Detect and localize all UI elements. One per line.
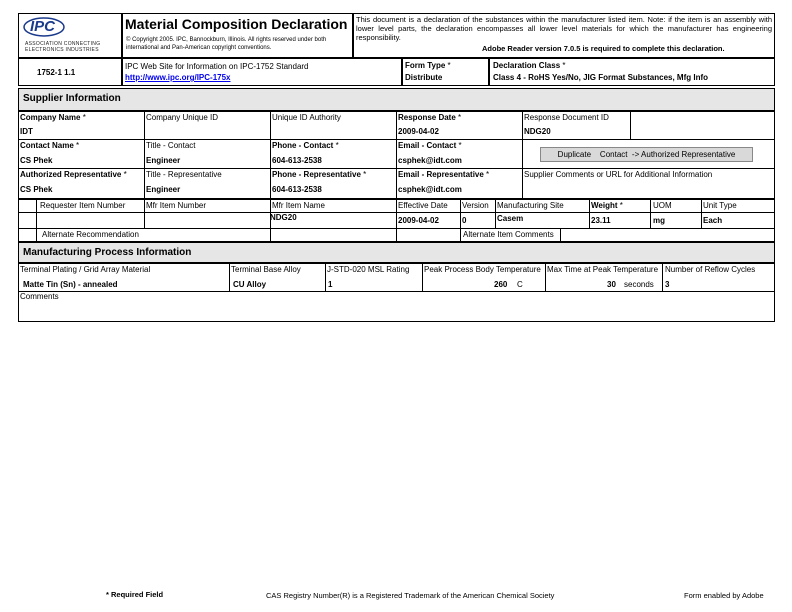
grid-divider — [630, 111, 631, 139]
alt-recommendation-label: Alternate Recommendation — [42, 230, 139, 239]
grid-divider — [589, 199, 590, 228]
cas-trademark-note: CAS Registry Number(R) is a Registered Trademark of the American Chemical Society — [266, 591, 555, 600]
manufacturing-comments-label: Comments — [20, 292, 59, 301]
website-label: IPC Web Site for Information on IPC-1752 Standard — [125, 62, 309, 71]
grid-divider — [495, 199, 496, 228]
required-marker: * — [562, 61, 566, 70]
response-date-field[interactable]: 2009-04-02 — [398, 127, 439, 136]
version-field[interactable]: 0 — [462, 216, 467, 225]
header-weight — [591, 201, 623, 210]
required-marker: * — [447, 61, 451, 70]
phone-contact-field[interactable]: 604-613-2538 — [272, 156, 322, 165]
header-mfg-site: Manufacturing Site — [497, 201, 564, 210]
max-time-field[interactable]: 30 — [607, 280, 616, 289]
reflow-label: Number of Reflow Cycles — [665, 265, 756, 274]
form-enabled-note: Form enabled by Adobe — [684, 591, 764, 600]
form-type-label-text: Form Type — [405, 61, 446, 70]
form-version: 1752-1 1.1 — [37, 68, 76, 77]
logo-text: IPC — [30, 18, 56, 35]
grid-divider — [460, 199, 461, 242]
msl-label: J-STD-020 MSL Rating — [327, 265, 410, 274]
manufacturing-section-header: Manufacturing Process Information — [18, 242, 775, 263]
auth-rep-field[interactable]: CS Phek — [20, 185, 53, 194]
company-uid-field[interactable] — [146, 125, 268, 137]
grid-divider — [36, 199, 37, 242]
plating-label: Terminal Plating / Grid Array Material — [20, 265, 151, 274]
phone-rep-label — [272, 170, 366, 179]
copyright-text: © Copyright 2005. IPC, Bannockburn, Illinois. All rights reserved under both international and Pan-American copyright conventions. — [126, 37, 327, 51]
contact-name-field[interactable]: CS Phek — [20, 156, 53, 165]
header-unit-type: Unit Type — [703, 201, 737, 210]
base-alloy-label: Terminal Base Alloy — [231, 265, 301, 274]
grid-divider — [270, 111, 271, 199]
declaration-class-label-text: Declaration Class — [493, 61, 561, 70]
peak-temp-label: Peak Process Body Temperature — [424, 265, 541, 274]
response-doc-id-label: Response Document ID — [524, 113, 609, 122]
response-date-label — [398, 113, 461, 122]
required-marker: * — [458, 141, 462, 150]
header-description-box — [353, 13, 775, 58]
required-marker: * — [619, 201, 623, 210]
required-marker: * — [486, 170, 490, 179]
website-box — [122, 58, 402, 86]
email-contact-field[interactable]: csphek@idt.com — [398, 156, 462, 165]
alt-item-comments-label: Alternate Item Comments — [463, 230, 554, 239]
unit-type-field[interactable]: Each — [703, 216, 723, 225]
duplicate-contact-button[interactable]: Duplicate Contact -> Authorized Representative — [540, 147, 753, 162]
form-type-label — [405, 61, 451, 70]
mfg-site-field[interactable]: Casem — [497, 214, 524, 223]
phone-contact-label — [272, 141, 339, 150]
header-version: Version — [462, 201, 489, 210]
requester-item-field[interactable] — [40, 215, 142, 226]
base-alloy-field[interactable]: CU Alloy — [233, 280, 267, 289]
required-marker: * — [82, 113, 86, 122]
grid-divider — [18, 139, 775, 140]
email-rep-label-text: Email - Representative — [398, 170, 484, 179]
company-uid-label: Company Unique ID — [146, 113, 219, 122]
required-field-note: * Required Field — [106, 590, 164, 599]
form-type-box — [402, 58, 489, 86]
company-name-field[interactable]: IDT — [20, 127, 33, 136]
header-title-box — [122, 13, 353, 58]
header-mfr-item-number: Mfr Item Number — [146, 201, 207, 210]
plating-field[interactable]: Matte Tin (Sn) - annealed — [23, 280, 118, 289]
contact-name-label — [20, 141, 79, 150]
email-rep-label — [398, 170, 489, 179]
alt-recommendation-field[interactable] — [271, 229, 395, 241]
grid-divider — [325, 263, 326, 291]
company-name-label-text: Company Name — [20, 113, 81, 122]
title-rep-field[interactable]: Engineer — [146, 185, 181, 194]
max-time-label: Max Time at Peak Temperature — [547, 265, 659, 274]
required-marker: * — [123, 170, 127, 179]
email-contact-label — [398, 141, 462, 150]
peak-temp-unit: C — [517, 280, 523, 289]
header-uom: UOM — [653, 201, 672, 210]
grid-divider — [18, 168, 775, 169]
grid-divider — [229, 263, 230, 291]
peak-temp-field[interactable]: 260 — [494, 280, 508, 289]
uid-authority-field[interactable] — [272, 125, 394, 137]
title-rep-label: Title - Representative — [146, 170, 222, 179]
ipc-logo — [22, 16, 66, 38]
mfr-item-name-field[interactable]: NDG20 — [270, 213, 297, 222]
grid-divider — [650, 199, 651, 228]
alt-item-comments-field[interactable] — [561, 229, 774, 241]
response-date-label-text: Response Date — [398, 113, 456, 122]
supplier-comments-label: Supplier Comments or URL for Additional Information — [524, 170, 713, 179]
response-doc-id-field[interactable]: NDG20 — [524, 127, 551, 136]
reflow-field[interactable]: 3 — [665, 280, 670, 289]
required-marker: * — [76, 141, 80, 150]
auth-rep-label — [20, 170, 127, 179]
grid-divider — [545, 263, 546, 291]
uom-field[interactable]: mg — [653, 216, 665, 225]
phone-rep-label-text: Phone - Representative — [272, 170, 361, 179]
supplier-section-header: Supplier Information — [18, 88, 775, 111]
grid-divider — [701, 199, 702, 228]
grid-divider — [522, 111, 523, 199]
header-weight-text: Weight — [591, 201, 618, 210]
uid-authority-label: Unique ID Authority — [272, 113, 341, 122]
effective-date-field[interactable]: 2009-04-02 — [398, 216, 439, 225]
email-rep-field[interactable]: csphek@idt.com — [398, 185, 462, 194]
supplier-comments-field[interactable] — [524, 182, 773, 197]
page-title: Material Composition Declaration — [125, 16, 348, 32]
required-marker: * — [458, 113, 462, 122]
required-marker: * — [363, 170, 367, 179]
weight-field[interactable]: 23.11 — [591, 216, 611, 225]
declaration-class-box — [489, 58, 775, 86]
grid-divider — [396, 111, 397, 199]
grid-divider — [396, 199, 397, 242]
grid-divider — [422, 263, 423, 291]
grid-divider — [144, 199, 145, 228]
contact-name-label-text: Contact Name — [20, 141, 74, 150]
reader-note: Adobe Reader version 7.0.5 is required to complete this declaration. — [482, 44, 725, 53]
logo-subtext: ASSOCIATION CONNECTING ELECTRONICS INDUSTRIES — [25, 41, 101, 53]
grid-divider — [662, 263, 663, 291]
header-effective-date: Effective Date — [398, 201, 448, 210]
phone-rep-field[interactable]: 604-613-2538 — [272, 185, 322, 194]
company-name-label — [20, 113, 86, 122]
mfr-item-number-field[interactable] — [146, 215, 268, 226]
declaration-class-select[interactable]: Class 4 - RoHS Yes/No, JIG Format Substances, Mfg Info — [493, 73, 709, 82]
grid-divider — [18, 291, 775, 292]
declaration-class-label — [493, 61, 566, 70]
title-contact-label: Title - Contact — [146, 141, 196, 150]
max-time-unit: seconds — [624, 280, 654, 289]
title-contact-field[interactable]: Engineer — [146, 156, 181, 165]
msl-field[interactable]: 1 — [328, 280, 333, 289]
version-box — [18, 58, 122, 86]
auth-rep-label-text: Authorized Representative — [20, 170, 122, 179]
header-logo-box — [18, 13, 122, 58]
header-mfr-item-name: Mfr Item Name — [272, 201, 325, 210]
phone-contact-label-text: Phone - Contact — [272, 141, 334, 150]
form-type-select[interactable]: Distribute — [405, 73, 443, 82]
ipc-website-link[interactable]: http://www.ipc.org/IPC-175x — [125, 73, 231, 82]
email-contact-label-text: Email - Contact — [398, 141, 457, 150]
manufacturing-comments-field[interactable] — [20, 302, 773, 320]
declaration-description: This document is a declaration of the substances within the manufacturer listed item. Note: if the item is an assembly with lower level parts, the declaration encompasses all lower level materials for which the manufacturer has engineering responsibility. — [356, 15, 772, 42]
grid-divider — [144, 111, 145, 199]
header-requester-item: Requester Item Number — [40, 201, 126, 210]
required-marker: * — [335, 141, 339, 150]
